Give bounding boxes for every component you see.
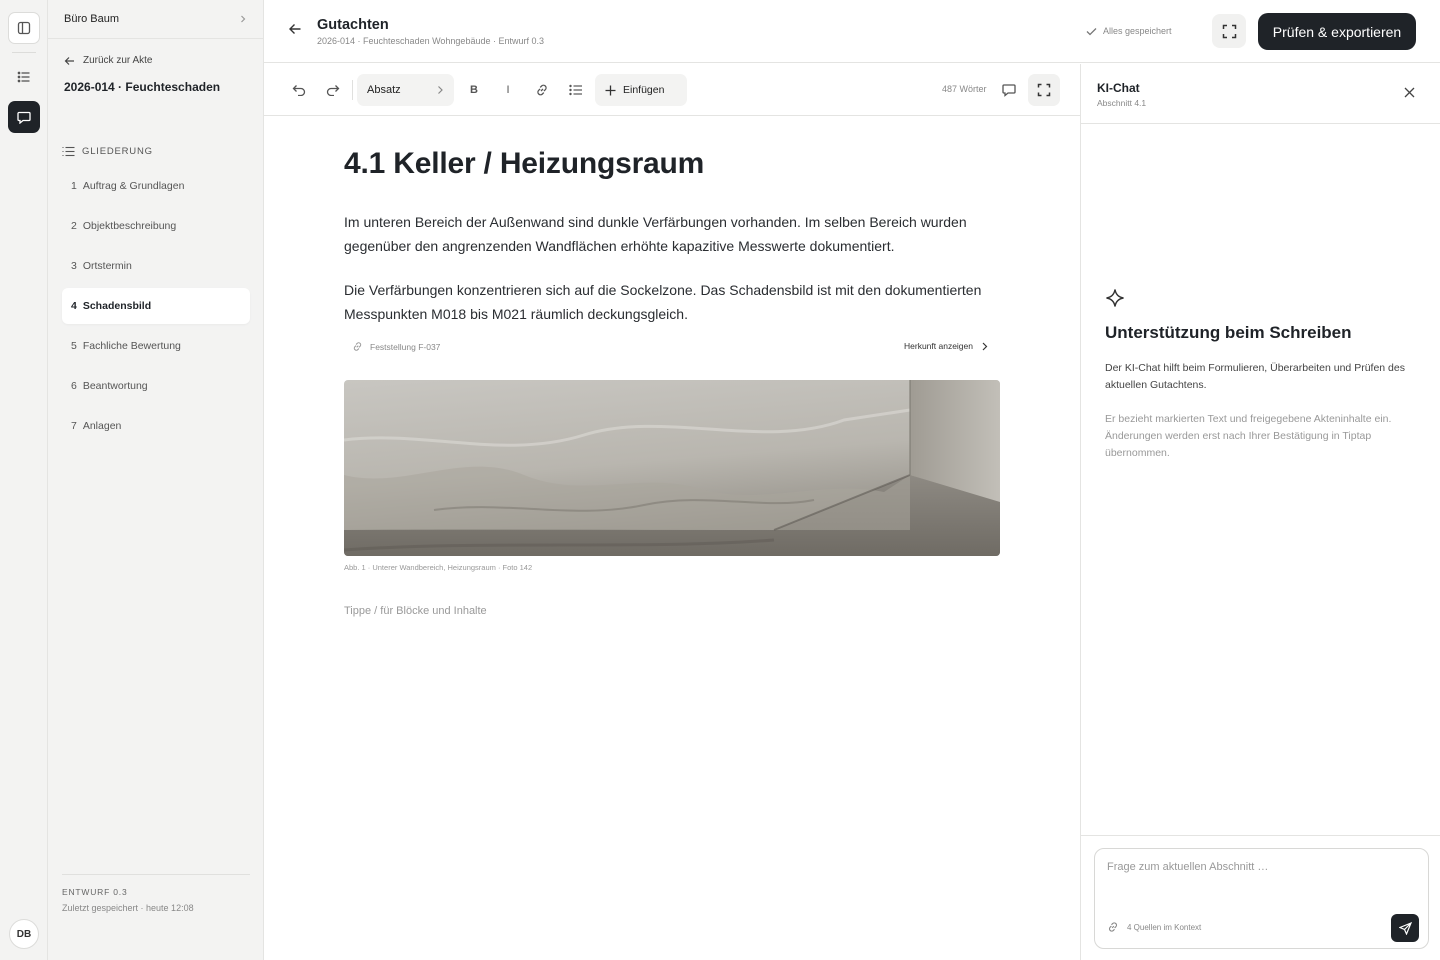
italic-button[interactable]: I: [506, 84, 510, 96]
show-origin-label: Herkunft anzeigen: [904, 341, 973, 351]
back-arrow-icon[interactable]: [288, 22, 302, 36]
last-saved-label: Zuletzt gespeichert · heute 12:08: [62, 903, 194, 913]
outline-item-label: Ortstermin: [82, 260, 132, 272]
figure-caption: Abb. 1 · Unterer Wandbereich, Heizungsraum · Foto 142: [344, 563, 533, 572]
chat-input-placeholder: Frage zum aktuellen Abschnitt …: [1107, 861, 1269, 873]
outline-item[interactable]: [62, 368, 250, 404]
outline-item[interactable]: [62, 168, 250, 204]
outline-item-label: Anlagen: [82, 420, 122, 432]
chat-input[interactable]: [1094, 848, 1429, 949]
back-link-label: Zurück zur Akte: [83, 55, 153, 66]
case-title: 2026-014 · Feuchteschaden: [64, 80, 221, 94]
outline-heading-label: GLIEDERUNG: [82, 146, 153, 157]
outline-item-label: Auftrag & Grundlagen: [82, 180, 185, 192]
insert-button[interactable]: [595, 74, 687, 106]
outline-item-number: 2: [71, 220, 77, 232]
link-icon: [1107, 921, 1119, 933]
outline-item-number: 5: [71, 340, 77, 352]
chat-subtitle: Abschnitt 4.1: [1097, 98, 1147, 108]
context-sources[interactable]: [1107, 921, 1201, 933]
outline-item-number: 3: [71, 260, 77, 272]
expand-icon[interactable]: [1212, 14, 1246, 48]
outline-item[interactable]: [62, 208, 250, 244]
paragraph[interactable]: Im unteren Bereich der Außenwand sind dunkle Verfärbungen vorhanden. Im selben Bereich wurden gegenüber den angrenzenden Wandflächen erhöhte kapazitive Messwerte dokumentiert.: [344, 214, 967, 254]
finding-reference: [352, 341, 440, 352]
document-title: Gutachten: [317, 17, 389, 33]
paragraph[interactable]: Die Verfärbungen konzentrieren sich auf die Sockelzone. Das Schadensbild ist mit den dokumentierten Messpunkten M018 bis M021 räumlich deckungsgleich.: [344, 282, 982, 322]
outline-item-label: Fachliche Bewertung: [82, 340, 181, 352]
word-count: 487 Wörter: [942, 84, 987, 94]
editor-toolbar: [264, 64, 1080, 116]
outline-item-label: Objektbeschreibung: [82, 220, 177, 232]
outline-item[interactable]: [62, 328, 250, 364]
outline-sidebar: [48, 0, 264, 960]
back-to-file-link[interactable]: [64, 55, 152, 66]
chat-divider: [1081, 835, 1440, 836]
office-switcher[interactable]: [48, 0, 263, 39]
chat-header: [1081, 64, 1440, 124]
outline-item-number: 6: [71, 380, 77, 392]
comment-icon[interactable]: [998, 79, 1020, 101]
chevron-right-icon: [436, 85, 444, 95]
outline-list: [62, 168, 250, 448]
chat-title: KI-Chat: [1097, 81, 1140, 95]
arrow-left-icon: [64, 56, 75, 66]
outline-item[interactable]: [62, 248, 250, 284]
chevron-right-icon: [981, 342, 988, 351]
ai-chat-panel: [1080, 64, 1440, 960]
block-style-select[interactable]: [357, 74, 454, 106]
insert-label: Einfügen: [623, 84, 665, 96]
avatar[interactable]: DB: [9, 919, 39, 949]
save-status-label: Alles gespeichert: [1103, 26, 1172, 36]
outline-item-label: Beantwortung: [82, 380, 148, 392]
show-origin-link[interactable]: [904, 341, 988, 351]
redo-icon[interactable]: [322, 79, 344, 101]
chevron-right-icon: [239, 15, 247, 23]
block-style-value: Absatz: [367, 84, 401, 96]
chat-heading: Unterstützung beim Schreiben: [1105, 323, 1352, 342]
plus-icon: [605, 85, 616, 96]
check-icon: [1086, 27, 1097, 36]
finding-reference-label: Feststellung F-037: [370, 341, 441, 352]
toolbar-divider: [352, 80, 353, 100]
bullet-list-icon[interactable]: [565, 79, 587, 101]
icon-rail: [0, 0, 48, 960]
outline-item-number: 1: [71, 180, 77, 192]
fullscreen-icon[interactable]: [1028, 74, 1060, 106]
document-subtitle: 2026-014 · Feuchteschaden Wohngebäude · Entwurf 0.3: [317, 36, 544, 46]
outline-list-icon[interactable]: [8, 61, 40, 93]
chat-note: Er bezieht markierten Text und freigegebene Akteninhalte ein. Änderungen werden erst nach Ihrer Bestätigung in Tiptap übernommen.: [1105, 413, 1392, 459]
sidebar-divider: [62, 874, 250, 875]
draft-version-label: ENTWURF 0.3: [62, 887, 128, 897]
editor-canvas[interactable]: [264, 117, 1080, 960]
document-header: [264, 0, 1440, 63]
chat-bubble-icon[interactable]: [8, 101, 40, 133]
outline-item[interactable]: [62, 408, 250, 444]
rail-divider: [12, 52, 36, 53]
outline-item-label: Schadensbild: [82, 300, 152, 312]
bold-button[interactable]: B: [470, 84, 478, 96]
undo-icon[interactable]: [288, 79, 310, 101]
sidebar-toggle-icon[interactable]: [8, 12, 40, 44]
chat-intro: Der KI-Chat hilft beim Formulieren, Überarbeiten und Prüfen des aktuellen Gutachtens.: [1105, 362, 1405, 391]
send-icon[interactable]: [1391, 914, 1419, 942]
wall-damage-photo[interactable]: [344, 380, 1000, 556]
check-export-button[interactable]: Prüfen & exportieren: [1258, 13, 1416, 50]
outline-item[interactable]: [62, 288, 250, 324]
outline-item-number: 7: [71, 420, 77, 432]
context-sources-label: 4 Quellen im Kontext: [1127, 922, 1202, 932]
save-status: [1086, 26, 1172, 36]
outline-item-number: 4: [71, 300, 77, 312]
section-heading[interactable]: 4.1 Keller / Heizungsraum: [344, 147, 705, 180]
close-icon[interactable]: [1404, 87, 1415, 98]
list-icon: [62, 146, 75, 157]
link-icon[interactable]: [531, 79, 553, 101]
office-name: Büro Baum: [64, 13, 120, 25]
link-icon: [352, 341, 363, 352]
empty-block-placeholder[interactable]: Tippe / für Blöcke und Inhalte: [344, 605, 487, 617]
sparkle-icon: [1105, 288, 1125, 308]
outline-heading: [62, 146, 153, 157]
